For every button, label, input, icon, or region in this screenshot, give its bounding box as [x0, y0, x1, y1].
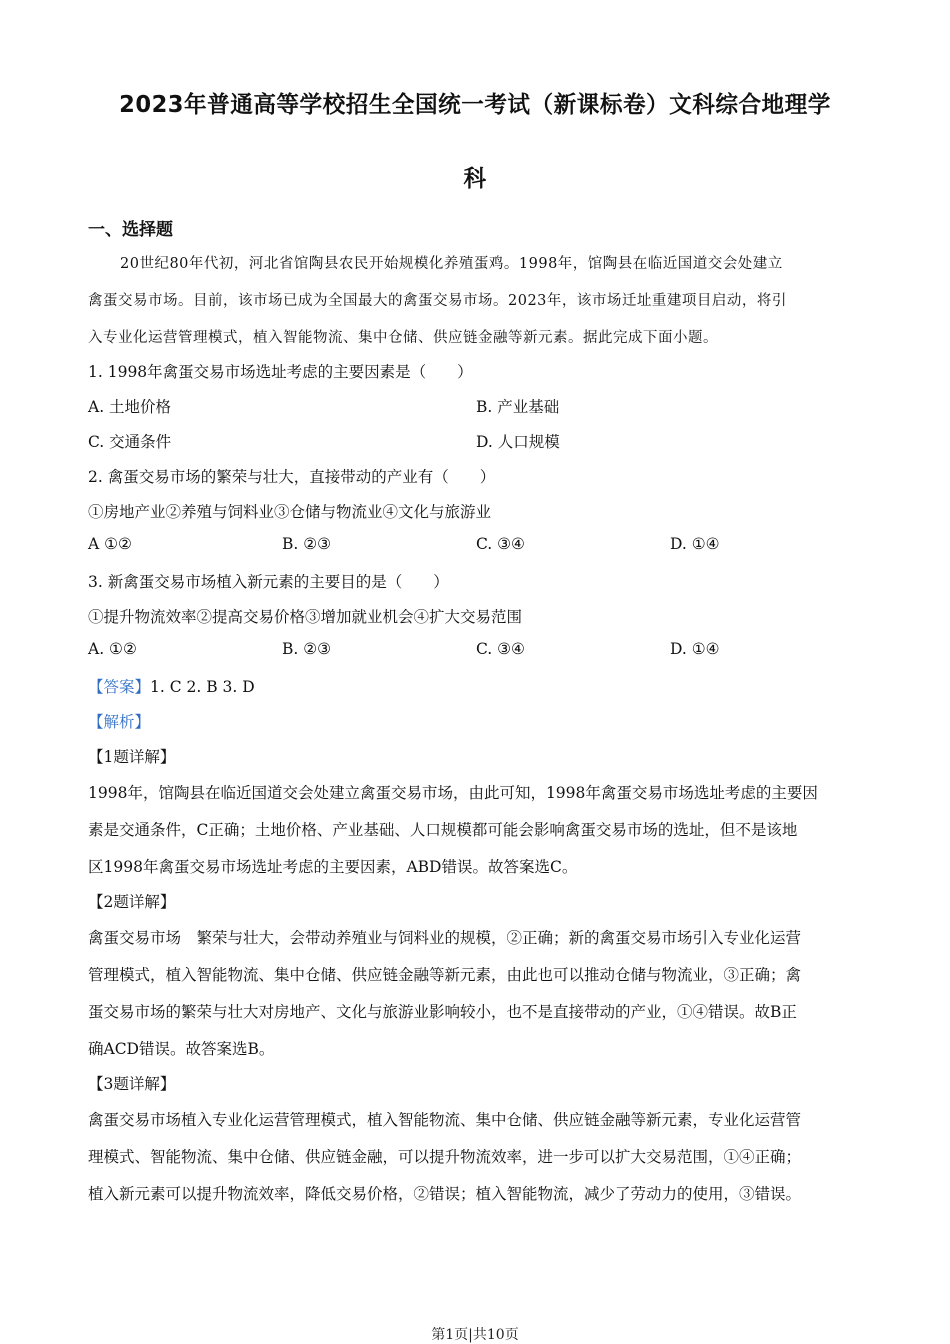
section-heading: 一、选择题	[88, 220, 173, 240]
page-title-line-2: 科	[463, 166, 487, 192]
page-title-line-1: 2023年普通高等学校招生全国统一考试（新课标卷）文科综合地理学	[119, 92, 831, 118]
detail-2-heading: 【2题详解】	[88, 893, 176, 911]
detail-1-heading: 【1题详解】	[88, 748, 176, 766]
detail-3-heading: 【3题详解】	[88, 1075, 176, 1093]
question-2-stem: 2. 禽蛋交易市场的繁荣与壮大，直接带动的产业有（ ）	[88, 468, 496, 486]
analysis-label: 【解析】	[88, 713, 151, 731]
question-2-sub: ①房地产业②养殖与饲料业③仓储与物流业④文化与旅游业	[88, 503, 492, 521]
detail-3-line: 禽蛋交易市场植入专业化运营管理模式，植入智能物流、集中仓储、供应链金融等新元素，专业化运营管	[88, 1111, 802, 1129]
question-3-option-b: B. ②③	[282, 640, 332, 658]
question-2-option-a: A ①②	[88, 535, 132, 553]
question-1-option-a: A. 土地价格	[88, 398, 172, 416]
question-3-option-c: C. ③④	[476, 640, 525, 658]
detail-2-line: 管理模式，植入智能物流、集中仓储、供应链金融等新元素，由此也可以推动仓储与物流业，③正确；禽	[88, 966, 802, 984]
answer-label: 【答案】	[88, 678, 151, 696]
detail-1-line: 1998年，馆陶县在临近国道交会处建立禽蛋交易市场，由此可知，1998年禽蛋交易市场选址考虑的主要因	[88, 784, 818, 802]
detail-1-line: 素是交通条件，C正确；土地价格、产业基础、人口规模都可能会影响禽蛋交易市场的选址，但不是该地	[88, 821, 798, 839]
question-1-option-b: B. 产业基础	[476, 398, 560, 416]
question-3-stem: 3. 新禽蛋交易市场植入新元素的主要目的是（ ）	[88, 573, 449, 591]
question-2-option-c: C. ③④	[476, 535, 525, 553]
question-3-option-d: D. ①④	[670, 640, 720, 658]
detail-2-line: 确ACD错误。故答案选B。	[88, 1040, 275, 1058]
question-1-option-c: C. 交通条件	[88, 433, 172, 451]
question-2-option-b: B. ②③	[282, 535, 332, 553]
passage-line: 20世纪80年代初，河北省馆陶县农民开始规模化养殖蛋鸡。1998年，馆陶县在临近国道交会处建立	[120, 256, 783, 272]
passage-line: 入专业化运营管理模式，植入智能物流、集中仓储、供应链金融等新元素。据此完成下面小题。	[88, 330, 718, 346]
detail-1-line: 区1998年禽蛋交易市场选址考虑的主要因素，ABD错误。故答案选C。	[88, 858, 578, 876]
question-3-option-a: A. ①②	[88, 640, 137, 658]
question-1-stem: 1. 1998年禽蛋交易市场选址考虑的主要因素是（ ）	[88, 363, 473, 381]
answer-text: 1. C 2. B 3. D	[150, 678, 255, 696]
question-1-option-d: D. 人口规模	[476, 433, 560, 451]
page-number-footer: 第1页|共10页	[431, 1327, 519, 1343]
question-3-sub: ①提升物流效率②提高交易价格③增加就业机会④扩大交易范围	[88, 608, 523, 626]
detail-2-line: 蛋交易市场的繁荣与壮大对房地产、文化与旅游业影响较小，也不是直接带动的产业，①④错误。故B正	[88, 1003, 797, 1021]
detail-3-line: 植入新元素可以提升物流效率，降低交易价格，②错误；植入智能物流，减少了劳动力的使用，③错误。	[88, 1185, 802, 1203]
answer-line	[88, 675, 255, 697]
question-2-option-d: D. ①④	[670, 535, 720, 553]
detail-3-line: 理模式、智能物流、集中仓储、供应链金融，可以提升物流效率，进一步可以扩大交易范围，①④正确；	[88, 1148, 802, 1166]
passage-line: 禽蛋交易市场。目前，该市场已成为全国最大的禽蛋交易市场。2023年，该市场迁址重建项目启动，将引	[88, 293, 787, 309]
detail-2-line: 禽蛋交易市场 繁荣与壮大，会带动养殖业与饲料业的规模，②正确；新的禽蛋交易市场引入专业化运营	[88, 929, 802, 947]
